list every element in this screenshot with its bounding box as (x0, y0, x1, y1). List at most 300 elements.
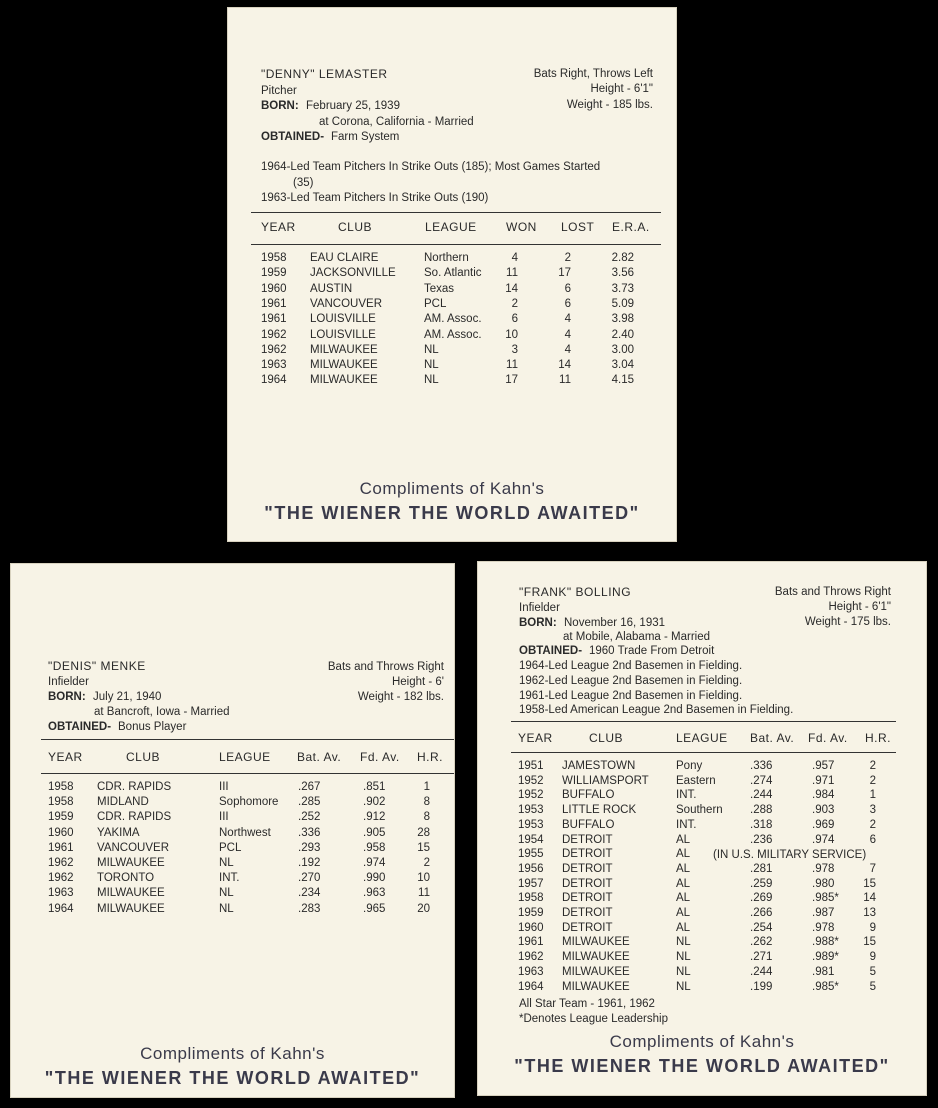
table-cell: CDR. RAPIDS (97, 811, 172, 824)
table-cell: BUFFALO (562, 789, 615, 802)
obtained-value: Farm System (331, 131, 400, 143)
note-line: 1964-Led Team Pitchers In Strike Outs (185); Most Games Started (261, 161, 601, 173)
table-row (478, 891, 926, 906)
col-header: CLUB (338, 220, 373, 234)
table-row (228, 343, 676, 358)
table-row (228, 266, 676, 281)
table-cell: NL (676, 936, 691, 949)
table-row (11, 871, 454, 886)
table-row (478, 774, 926, 789)
table-cell: 3 (511, 343, 518, 356)
table-cell: .989* (812, 951, 839, 964)
table-cell: .270 (298, 872, 321, 885)
table-cell: 8 (423, 796, 430, 809)
table-cell: .981 (812, 965, 835, 978)
note-line: 1958-Led American League 2nd Basemen in Fielding. (519, 704, 794, 716)
table-cell: AL (676, 892, 691, 905)
col-header: Bat. Av. (750, 731, 795, 745)
table-cell: 1961 (518, 936, 544, 949)
table-cell: 2 (869, 818, 876, 831)
table-cell: 3.00 (611, 343, 634, 356)
table-cell: 2 (511, 297, 518, 310)
table-cell: 1963 (261, 359, 287, 372)
table-cell: 17 (558, 267, 571, 280)
table-cell: .969 (812, 818, 835, 831)
table-cell: .978 (812, 862, 835, 875)
table-cell: 5 (869, 965, 876, 978)
table-cell: 1958 (48, 796, 74, 809)
table-row (11, 841, 454, 856)
col-header: YEAR (261, 220, 296, 234)
weight: Weight - 185 lbs. (566, 99, 653, 111)
table-cell: 1952 (518, 774, 544, 787)
table-cell: INT. (219, 872, 240, 885)
table-cell: .262 (750, 936, 773, 949)
table-cell: MILWAUKEE (562, 936, 630, 949)
table-cell: 28 (417, 826, 430, 839)
weight: Weight - 175 lbs. (804, 616, 891, 628)
table-cell: 1962 (48, 872, 74, 885)
table-cell: 1962 (518, 951, 544, 964)
table-cell: .236 (750, 833, 773, 846)
table-cell: .271 (750, 951, 773, 964)
table-cell: 1960 (261, 282, 287, 295)
col-header: LEAGUE (219, 750, 271, 764)
table-cell: .244 (750, 965, 773, 978)
table-cell: 10 (417, 872, 430, 885)
divider (41, 773, 454, 774)
table-cell: .336 (750, 760, 773, 772)
table-cell: .266 (750, 907, 773, 919)
col-header: YEAR (518, 731, 553, 745)
table-cell: 6 (564, 282, 571, 295)
table-row (11, 902, 454, 917)
table-cell: .288 (750, 804, 773, 817)
table-cell: MIDLAND (97, 796, 149, 809)
table-cell: .971 (812, 774, 835, 787)
table-cell: AL (676, 877, 691, 890)
table-cell: 4.15 (611, 374, 634, 387)
obtained-label: OBTAINED- (261, 131, 325, 143)
table-cell: 1960 (48, 826, 74, 839)
table-cell: DETROIT (562, 921, 613, 934)
table-cell: Southern (676, 804, 723, 817)
height: Height - 6'1" (828, 601, 891, 613)
table-cell: 1957 (518, 877, 544, 890)
table-cell: 1962 (261, 328, 287, 341)
table-row (228, 282, 676, 297)
table-cell: .267 (298, 781, 321, 793)
table-cell: 1958 (261, 252, 287, 264)
table-cell: 14 (558, 359, 571, 372)
note-line: 1962-Led League 2nd Basemen in Fielding. (519, 675, 743, 687)
table-cell: .957 (812, 760, 835, 772)
table-cell: PCL (219, 841, 242, 854)
table-cell: 1961 (261, 297, 287, 310)
col-header: H.R. (417, 750, 443, 764)
table-cell: AM. Assoc. (424, 328, 482, 341)
table-cell: So. Atlantic (424, 267, 482, 280)
table-cell: 1952 (518, 789, 544, 802)
table-cell: 4 (564, 313, 571, 326)
table-cell: 4 (564, 328, 571, 341)
divider (511, 721, 896, 722)
table-row (228, 312, 676, 327)
col-header: LOST (561, 220, 595, 234)
table-cell: 2 (869, 760, 876, 772)
table-row (228, 297, 676, 312)
born-label: BORN: (261, 100, 299, 112)
table-cell: MILWAUKEE (310, 343, 378, 356)
table-row (228, 251, 676, 266)
table-cell: 3.04 (611, 359, 634, 372)
table-cell: 3.56 (611, 267, 634, 280)
table-cell: 1954 (518, 833, 544, 846)
table-cell: 1955 (518, 848, 544, 861)
table-cell: AUSTIN (310, 282, 353, 295)
table-cell: 6 (511, 313, 518, 326)
military-service-note: (IN U.S. MILITARY SERVICE) (713, 849, 867, 861)
table-cell: MILWAUKEE (310, 359, 378, 372)
footer-compliments: Compliments of Kahn's (359, 479, 545, 498)
table-cell: .283 (298, 902, 321, 915)
table-cell: .199 (750, 980, 773, 993)
player-name: "DENIS" MENKE (48, 659, 146, 673)
table-row (478, 877, 926, 892)
table-cell: 1962 (261, 343, 287, 356)
table-cell: .965 (363, 902, 386, 915)
card-lemaster (227, 7, 677, 542)
player-name: "FRANK" BOLLING (519, 585, 632, 599)
table-cell: INT. (676, 818, 697, 831)
table-cell: .269 (750, 892, 773, 905)
table-cell: .974 (812, 833, 835, 846)
bats-throws: Bats and Throws Right (327, 661, 444, 673)
note-line: (35) (293, 177, 314, 189)
table-row (11, 856, 454, 871)
col-header: WON (506, 220, 537, 234)
table-cell: LOUISVILLE (310, 313, 376, 326)
table-cell: .963 (363, 887, 386, 900)
table-cell: TORONTO (97, 872, 155, 885)
table-row (11, 780, 454, 795)
born-place: at Corona, California - Married (319, 116, 474, 128)
col-header: CLUB (126, 750, 161, 764)
born-date: November 16, 1931 (564, 617, 666, 629)
note-line: 1961-Led League 2nd Basemen in Fielding. (519, 690, 743, 702)
born-place: at Bancroft, Iowa - Married (94, 706, 230, 718)
table-cell: 2 (564, 252, 571, 264)
table-cell: 11 (506, 359, 518, 372)
table-cell: LOUISVILLE (310, 328, 376, 341)
table-cell: AL (676, 833, 691, 846)
table-cell: .851 (363, 781, 386, 793)
table-cell: III (219, 811, 229, 824)
table-cell: .958 (363, 841, 386, 854)
table-cell: 11 (418, 887, 430, 900)
table-cell: 7 (869, 862, 876, 875)
table-cell: 2 (423, 857, 430, 869)
table-cell: MILWAUKEE (97, 887, 165, 900)
table-row (228, 373, 676, 388)
table-row (478, 818, 926, 833)
table-cell: Eastern (676, 774, 716, 787)
table-cell: VANCOUVER (97, 841, 169, 854)
table-cell: MILWAUKEE (562, 965, 630, 978)
table-cell: NL (219, 857, 234, 869)
table-cell: NL (676, 951, 691, 964)
table-cell: 1960 (518, 921, 544, 934)
table-cell: 1963 (48, 887, 74, 900)
height: Height - 6' (391, 676, 444, 688)
table-cell: AL (676, 848, 691, 861)
table-row (478, 935, 926, 950)
table-cell: 15 (417, 841, 430, 854)
table-cell: NL (424, 343, 439, 356)
col-header: E.R.A. (612, 220, 650, 234)
col-header: H.R. (865, 731, 891, 745)
table-cell: 3.98 (611, 313, 634, 326)
height: Height - 6'1" (590, 83, 653, 95)
table-cell: .244 (750, 789, 773, 802)
table-row (228, 328, 676, 343)
obtained-value: Bonus Player (118, 721, 187, 733)
footer-slogan: "THE WIENER THE WORLD AWAITED" (44, 1068, 421, 1088)
table-cell: NL (219, 887, 234, 900)
card-menke (10, 563, 455, 1098)
table-cell: .912 (363, 811, 386, 824)
table-cell: AL (676, 921, 691, 934)
table-cell: 1959 (261, 267, 287, 280)
table-row (478, 950, 926, 965)
table-cell: Texas (424, 282, 455, 295)
player-position: Infielder (48, 676, 89, 688)
born-label: BORN: (48, 691, 86, 703)
table-cell: 1963 (518, 965, 544, 978)
table-cell: 1964 (518, 980, 544, 993)
table-cell: 2.82 (611, 252, 634, 264)
table-cell: .254 (750, 921, 773, 934)
born-date: February 25, 1939 (306, 100, 400, 112)
obtained-value: 1960 Trade From Detroit (589, 645, 715, 657)
table-cell: CDR. RAPIDS (97, 781, 172, 793)
table-cell: INT. (676, 789, 697, 802)
table-cell: 8 (423, 811, 430, 824)
table-row (11, 826, 454, 841)
table-cell: 6 (564, 297, 571, 310)
table-cell: LITTLE ROCK (562, 804, 637, 817)
col-header: CLUB (589, 731, 624, 745)
table-cell: Sophomore (219, 796, 279, 809)
table-cell: .274 (750, 774, 773, 787)
table-cell: EAU CLAIRE (310, 252, 379, 264)
table-row (478, 980, 926, 995)
col-header: Bat. Av. (297, 750, 342, 764)
table-cell: 11 (559, 374, 571, 387)
table-row (478, 965, 926, 980)
note-line: 1964-Led League 2nd Basemen in Fielding. (519, 660, 743, 672)
table-row (478, 803, 926, 818)
table-cell: MILWAUKEE (97, 902, 165, 915)
table-cell: 1961 (48, 841, 74, 854)
table-cell: 6 (869, 833, 876, 846)
bats-throws: Bats and Throws Right (774, 586, 891, 598)
table-cell: 1959 (48, 811, 74, 824)
table-cell: 5 (869, 980, 876, 993)
footer-slogan: "THE WIENER THE WORLD AWAITED" (264, 503, 640, 523)
table-row (478, 759, 926, 774)
table-row (11, 795, 454, 810)
divider (251, 244, 661, 245)
obtained-label: OBTAINED- (48, 721, 112, 733)
table-cell: 1959 (518, 907, 544, 919)
col-header: YEAR (48, 750, 83, 764)
bats-throws: Bats Right, Throws Left (533, 68, 653, 80)
table-cell: .990 (363, 872, 386, 885)
table-cell: NL (424, 359, 439, 372)
table-cell: DETROIT (562, 892, 613, 905)
table-cell: MILWAUKEE (562, 980, 630, 993)
table-cell: AL (676, 862, 691, 875)
table-cell: .988* (812, 936, 839, 949)
born-label: BORN: (519, 617, 557, 629)
table-cell: 1 (423, 781, 430, 793)
table-row (478, 862, 926, 877)
all-star-note: All Star Team - 1961, 1962 (519, 998, 655, 1010)
player-name: "DENNY" LEMASTER (261, 67, 388, 81)
table-cell: NL (424, 374, 439, 387)
table-cell: AM. Assoc. (424, 313, 482, 326)
table-cell: 20 (417, 902, 430, 915)
table-row (11, 886, 454, 901)
table-cell: AL (676, 907, 691, 919)
table-cell: .336 (298, 826, 321, 839)
table-cell: VANCOUVER (310, 297, 382, 310)
table-cell: 17 (505, 374, 518, 387)
col-header: Fd. Av. (808, 731, 848, 745)
footer-compliments: Compliments of Kahn's (609, 1032, 795, 1051)
table-row (478, 788, 926, 803)
table-cell: .234 (298, 887, 321, 900)
table-cell: .987 (812, 907, 835, 919)
table-cell: .192 (298, 857, 321, 869)
table-cell: JACKSONVILLE (310, 267, 396, 280)
table-row (11, 810, 454, 825)
table-cell: 13 (863, 907, 876, 919)
table-cell: 9 (869, 921, 876, 934)
table-cell: 3 (869, 804, 876, 817)
table-cell: 14 (863, 892, 876, 905)
divider (251, 212, 661, 213)
footer-slogan: "THE WIENER THE WORLD AWAITED" (514, 1056, 890, 1076)
table-cell: YAKIMA (97, 826, 140, 839)
table-cell: .978 (812, 921, 835, 934)
col-header: Fd. Av. (360, 750, 400, 764)
table-cell: .974 (363, 857, 386, 869)
table-cell: 4 (564, 343, 571, 356)
table-cell: MILWAUKEE (310, 374, 378, 387)
table-cell: .903 (812, 804, 835, 817)
born-place: at Mobile, Alabama - Married (563, 631, 711, 643)
table-cell: 11 (506, 267, 518, 280)
table-cell: 15 (863, 877, 876, 890)
table-cell: DETROIT (562, 862, 613, 875)
player-position: Pitcher (261, 85, 297, 97)
table-cell: DETROIT (562, 833, 613, 846)
table-cell: 1956 (518, 862, 544, 875)
table-row (478, 833, 926, 848)
table-cell: .285 (298, 796, 321, 809)
table-cell: Pony (676, 760, 703, 772)
table-row (228, 358, 676, 373)
col-header: LEAGUE (425, 220, 477, 234)
table-cell: 1 (869, 789, 876, 802)
table-cell: Northwest (219, 826, 271, 839)
weight: Weight - 182 lbs. (357, 691, 444, 703)
table-cell: 1964 (261, 374, 287, 387)
table-cell: .985* (812, 980, 839, 993)
table-cell: NL (219, 902, 234, 915)
divider (41, 739, 454, 740)
table-cell: 14 (505, 282, 518, 295)
table-cell: WILLIAMSPORT (562, 774, 649, 787)
table-row (478, 921, 926, 936)
table-cell: Northern (424, 252, 469, 264)
table-cell: .984 (812, 789, 835, 802)
divider (511, 752, 896, 753)
table-cell: .293 (298, 841, 321, 854)
table-cell: 1953 (518, 804, 544, 817)
table-cell: 15 (863, 936, 876, 949)
table-cell: 1962 (48, 857, 74, 869)
table-cell: 4 (511, 252, 518, 264)
table-cell: 10 (505, 328, 518, 341)
table-cell: 1953 (518, 818, 544, 831)
table-cell: .985* (812, 892, 839, 905)
table-cell: .281 (750, 862, 773, 875)
table-cell: 1961 (261, 313, 287, 326)
table-cell: 5.09 (611, 297, 634, 310)
obtained-label: OBTAINED- (519, 645, 583, 657)
table-cell: NL (676, 980, 691, 993)
table-cell: .905 (363, 826, 386, 839)
table-cell: 1958 (518, 892, 544, 905)
note-line: 1963-Led Team Pitchers In Strike Outs (190) (261, 192, 489, 204)
table-row (478, 906, 926, 921)
table-cell: DETROIT (562, 907, 613, 919)
born-date: July 21, 1940 (93, 691, 162, 703)
table-cell: NL (676, 965, 691, 978)
table-cell: .252 (298, 811, 321, 824)
table-cell: III (219, 781, 229, 793)
table-cell: BUFFALO (562, 818, 615, 831)
table-cell: .259 (750, 877, 773, 890)
footer-compliments: Compliments of Kahn's (140, 1044, 325, 1063)
table-cell: 3.73 (611, 282, 634, 295)
table-cell: .980 (812, 877, 835, 890)
table-cell: MILWAUKEE (97, 857, 165, 869)
table-cell: DETROIT (562, 877, 613, 890)
table-cell: 2 (869, 774, 876, 787)
card-bolling (477, 561, 927, 1096)
table-cell: MILWAUKEE (562, 951, 630, 964)
table-cell: 1964 (48, 902, 74, 915)
table-cell: DETROIT (562, 848, 613, 861)
table-cell: 1958 (48, 781, 74, 793)
table-cell: PCL (424, 297, 447, 310)
table-cell: 2.40 (611, 328, 634, 341)
table-cell: .318 (750, 818, 773, 831)
